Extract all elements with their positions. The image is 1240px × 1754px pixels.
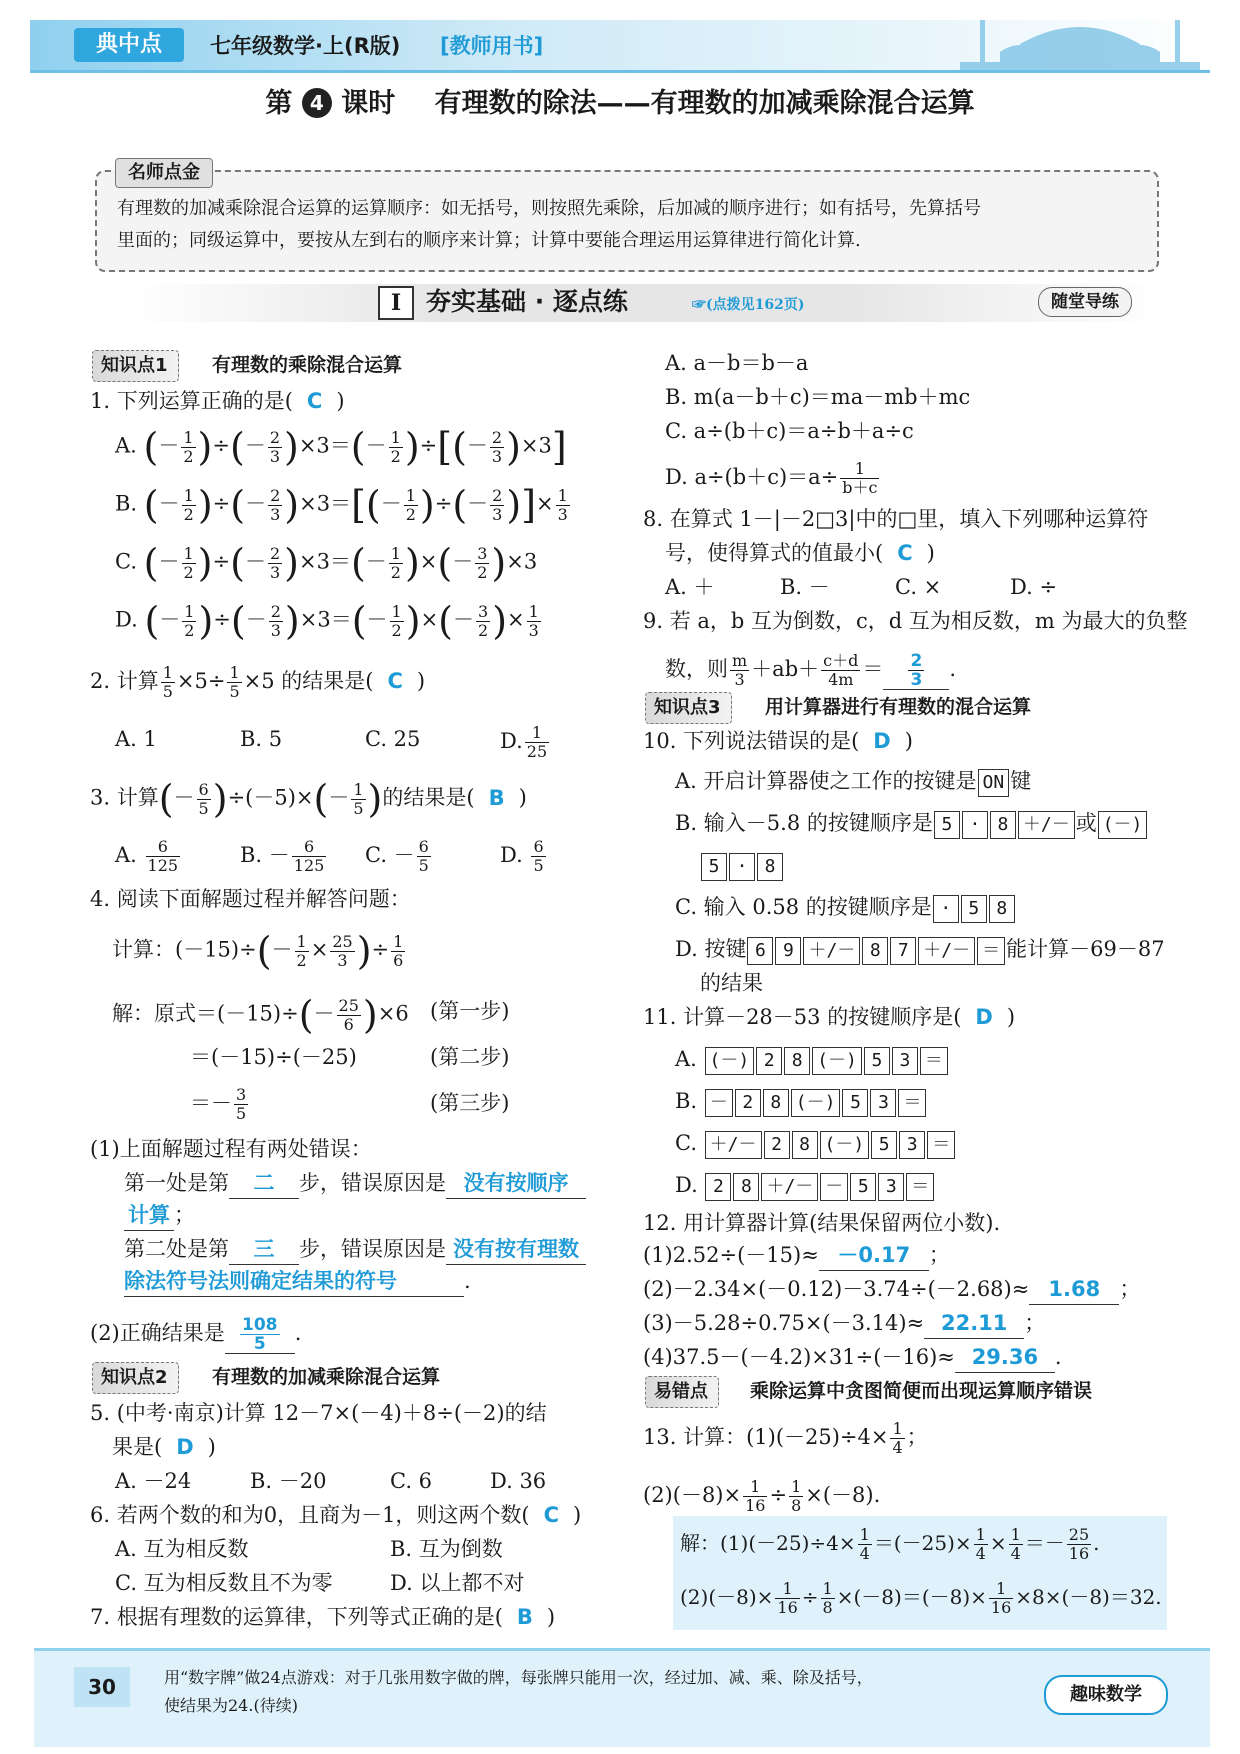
err-tag: 易错点 xyxy=(645,1376,719,1408)
q2-option-c[interactable]: C. 25 xyxy=(365,727,421,751)
q1-option-d[interactable]: D. (－ $\frac{1}{2}$ )÷(－ $\frac{2}{3}$ )×3＝(－ $\frac{1}{2}$ )×(－ $\frac{3}{2}$ )× $\frac{1}{3}$ xyxy=(115,599,539,643)
kp3-title: 用计算器进行有理数的混合运算 xyxy=(765,696,1032,718)
q6-option-a[interactable]: A. 互为相反数 xyxy=(115,1537,249,1561)
q9-stem-line1: 9. 若 a，b 互为倒数，c，d 互为相反数，m 为最大的负整 xyxy=(643,609,1188,633)
tip-label: 名师点金 xyxy=(115,158,213,188)
q7-option-c[interactable]: C. a÷(b＋c)＝a÷b＋a÷c xyxy=(665,419,914,443)
q8-stem-line1: 8. 在算式 1－|－2□3|中的□里，填入下列哪种运算符 xyxy=(643,507,1149,531)
q7-option-d[interactable]: D. a÷(b＋c)＝a÷ $\frac{1}{b+c}$ xyxy=(665,459,878,497)
err-title: 乘除运算中贪图简便而出现运算顺序错误 xyxy=(750,1380,1093,1402)
q10-option-b-cont[interactable]: 5 · 8 xyxy=(700,850,784,881)
q5-answer: D xyxy=(176,1435,194,1459)
kp2-tag: 知识点2 xyxy=(92,1362,179,1394)
tip-text-line1: 有理数的加减乘除混合运算的运算顺序：如无括号，则按照先乘除，后加减的顺序进行；如有括号，先算括号 xyxy=(117,198,981,219)
q3-option-a[interactable]: A. $\frac{6}{125}$ xyxy=(115,837,179,875)
q8-option-d[interactable]: D. ÷ xyxy=(1010,575,1058,599)
q4-solution-line2: ＝(－15)÷(－25) xyxy=(190,1045,357,1069)
q7-answer: B xyxy=(516,1605,533,1629)
q7-option-a[interactable]: A. a－b＝b－a xyxy=(665,351,809,375)
q4-solution-line1: 解：原式＝(－15)÷(－ $\frac{25}{6}$ )×6 xyxy=(112,993,409,1037)
q4-error1-reason[interactable]: 没有按顺序 xyxy=(446,1168,586,1199)
q4-part1: (1)上面解题过程有两处错误： xyxy=(90,1137,372,1161)
q4-solution-line3: ＝－ $\frac{3}{5}$ xyxy=(190,1085,247,1123)
q5-option-d[interactable]: D. 36 xyxy=(490,1469,547,1493)
q8-option-a[interactable]: A. ＋ xyxy=(665,575,715,599)
q10-option-c[interactable]: C. 输入 0.58 的按键顺序是 · 5 8 xyxy=(675,892,1016,923)
q4-error1: 第一处是第 二 步，错误原因是 没有按顺序 xyxy=(124,1168,586,1199)
q13-solution-line2: (2)(－8)× $\frac{1}{16}$ ÷ $\frac{1}{8}$ ×(－8)＝(－8)× $\frac{1}{16}$ ×8×(－8)＝32. xyxy=(680,1579,1162,1617)
q7-option-b[interactable]: B. m(a－b＋c)＝ma－mb＋mc xyxy=(665,385,971,409)
q12-item3: (3)－5.28÷0.75×(－3.14)≈ 22.11 ； xyxy=(643,1308,1045,1339)
tip-text-line2: 里面的；同级运算中，要按从左到右的顺序来计算；计算中要能合理运用运算律进行简化计算. xyxy=(117,230,861,251)
q10-option-d-cont: 的结果 xyxy=(700,971,763,995)
q2-option-a[interactable]: A. 1 xyxy=(115,727,157,751)
q12-stem: 12. 用计算器计算(结果保留两位小数). xyxy=(643,1211,1001,1235)
q6-answer: C xyxy=(543,1503,560,1527)
q8-stem-line2: 号，使得算式的值最小( C ) xyxy=(665,541,935,565)
q1-stem: 1. 下列运算正确的是( C ) xyxy=(90,389,345,413)
q11-option-c[interactable]: C. ＋/－ 2 8 (－) 5 3 ＝ xyxy=(675,1128,956,1159)
q3-stem: 3. 计算(－ $\frac{6}{5}$ )÷(－5)×(－ $\frac{1}{5}$ )的结果是( B ) xyxy=(90,777,527,821)
footer-text-line1: 用“数字牌”做24点游戏：对于几张用数字做的牌，每张牌只能用一次，经过加、减、乘、除及括号， xyxy=(164,1668,873,1687)
section-roman: Ⅰ xyxy=(378,286,414,320)
q8-option-c[interactable]: C. × xyxy=(895,575,942,599)
q6-option-c[interactable]: C. 互为相反数且不为零 xyxy=(115,1571,333,1595)
q13-part2: (2)(－8)× $\frac{1}{16}$ ÷ $\frac{1}{8}$ ×(－8). xyxy=(643,1477,881,1515)
q1-option-a[interactable]: A. (－ $\frac{1}{2}$ )÷(－ $\frac{2}{3}$ )×3＝(－ $\frac{1}{2}$ )÷[(－ $\frac{2}{3}$ )×3] xyxy=(115,425,567,469)
mosque-illustration xyxy=(960,14,1200,70)
q4-error2-reason[interactable]: 没有按有理数 xyxy=(446,1234,586,1265)
q5-option-b[interactable]: B. －20 xyxy=(250,1469,327,1493)
page-footer xyxy=(34,1648,1210,1747)
footer-text-line2: 使结果为24.(待续) xyxy=(164,1696,298,1715)
footer-badge: 趣味数学 xyxy=(1044,1675,1168,1715)
q1-option-b[interactable]: B. (－ $\frac{1}{2}$ )÷(－ $\frac{2}{3}$ )×3＝[(－ $\frac{1}{2}$ )÷(－ $\frac{2}{3}$ )]× $\frac{1}{3}$ xyxy=(115,483,568,527)
q2-stem: 2. 计算 $\frac{1}{5}$ ×5÷ $\frac{1}{5}$ ×5 的结果是( C ) xyxy=(90,663,426,701)
q4-error1-step[interactable]: 二 xyxy=(229,1168,299,1199)
q4-calc: 计算：(－15)÷(－ $\frac{1}{2}$ × $\frac{25}{3}$ )÷ $\frac{1}{6}$ xyxy=(112,929,404,973)
header-title: 七年级数学·上(R版) xyxy=(210,34,401,58)
q13-part1: 13. 计算：(1)(－25)÷4× $\frac{1}{4}$ ； xyxy=(643,1419,928,1457)
q10-stem: 10. 下列说法错误的是( D ) xyxy=(643,729,913,753)
q12-answer4[interactable]: 29.36 xyxy=(955,1342,1055,1373)
q9-answer-blank[interactable]: $\frac{2}{3}$ xyxy=(883,652,949,690)
q11-option-a[interactable]: A. (－) 2 8 (－) 5 3 ＝ xyxy=(675,1044,949,1075)
lesson-title: 第 4 课时 有理数的除法——有理数的加减乘除混合运算 xyxy=(265,88,975,119)
section-banner xyxy=(130,284,1160,322)
section-title: 夯实基础 · 逐点练 xyxy=(426,287,628,316)
q1-option-c[interactable]: C. (－ $\frac{1}{2}$ )÷(－ $\frac{2}{3}$ )×3＝(－ $\frac{1}{2}$ )×(－ $\frac{3}{2}$ )×3 xyxy=(115,541,538,585)
q5-stem-line2: 果是( D ) xyxy=(112,1435,216,1459)
q8-option-b[interactable]: B. － xyxy=(780,575,830,599)
page-number: 30 xyxy=(74,1667,130,1707)
q3-answer: B xyxy=(488,785,505,810)
q3-option-d[interactable]: D. $\frac{6}{5}$ xyxy=(500,837,544,875)
q4-step2-label: (第二步) xyxy=(430,1045,510,1069)
q5-option-c[interactable]: C. 6 xyxy=(390,1469,433,1493)
q12-answer3[interactable]: 22.11 xyxy=(924,1308,1024,1339)
q6-stem: 6. 若两个数的和为0，且商为－1，则这两个数( C ) xyxy=(90,1503,582,1527)
q2-answer: C xyxy=(387,669,403,693)
q10-option-a[interactable]: A. 开启计算器使之工作的按键是 ON 键 xyxy=(675,766,1031,797)
q4-result[interactable]: $\frac{108}{5}$ xyxy=(225,1316,295,1354)
section-ref: ☞(点拨见162页) xyxy=(692,297,805,313)
q11-option-b[interactable]: B. － 2 8 (－) 5 3 ＝ xyxy=(675,1086,927,1117)
q11-stem: 11. 计算－28－53 的按键顺序是( D ) xyxy=(643,1005,1016,1029)
q3-option-c[interactable]: C. － $\frac{6}{5}$ xyxy=(365,837,429,875)
q4-step3-label: (第三步) xyxy=(430,1091,510,1115)
q4-error2-reason-cont[interactable]: 除法符号法则确定结果的符号 . xyxy=(124,1266,471,1297)
q12-answer2[interactable]: 1.68 xyxy=(1029,1274,1119,1305)
q4-error2: 第二处是第 三 步，错误原因是 没有按有理数 xyxy=(124,1234,586,1265)
lesson-number-badge: 4 xyxy=(302,88,332,118)
page-header xyxy=(30,20,1210,73)
q1-answer: C xyxy=(306,389,323,413)
q9-stem-line2: 数，则 $\frac{m}{3}$ ＋ab＋ $\frac{c+d}{4m}$ ＝ $\frac{2}{3}$ . xyxy=(665,651,957,690)
q11-answer: D xyxy=(975,1005,993,1029)
q12-item4: (4)37.5－(－4.2)×31÷(－16)≈ 29.36 . xyxy=(643,1342,1062,1373)
header-badge: [教师用书] xyxy=(440,34,544,58)
q2-option-d[interactable]: D. $\frac{1}{25}$ xyxy=(500,723,548,761)
kp3-tag: 知识点3 xyxy=(645,692,732,724)
q10-option-b[interactable]: B. 输入－5.8 的按键顺序是 5 · 8 ＋/－ 或 (－) xyxy=(675,808,1148,839)
q5-stem-line1: 5. (中考·南京)计算 12－7×(－4)＋8÷(－2)的结 xyxy=(90,1401,547,1425)
q12-item1: (1)2.52÷(－15)≈ －0.17 ； xyxy=(643,1240,950,1271)
q12-item2: (2)－2.34×(－0.12)－3.74÷(－2.68)≈ 1.68 ； xyxy=(643,1274,1140,1305)
q8-answer: C xyxy=(897,541,913,565)
q4-step1-label: (第一步) xyxy=(430,999,510,1023)
header-logo: 典中点 xyxy=(74,28,184,62)
q12-answer1[interactable]: －0.17 xyxy=(819,1240,929,1271)
q11-option-d[interactable]: D. 2 8 ＋/－ － 5 3 ＝ xyxy=(675,1170,935,1201)
q2-option-b[interactable]: B. 5 xyxy=(240,727,283,751)
q3-option-b[interactable]: B. － $\frac{6}{125}$ xyxy=(240,837,325,875)
kp1-title: 有理数的乘除混合运算 xyxy=(212,354,403,376)
q6-option-d[interactable]: D. 以上都不对 xyxy=(390,1571,525,1595)
q10-answer: D xyxy=(873,729,891,753)
q10-option-d[interactable]: D. 按键 6 9 ＋/－ 8 7 ＋/－ ＝ 能计算－69－87 xyxy=(675,934,1165,965)
q4-error1-reason-cont[interactable]: 计算 ； xyxy=(124,1200,195,1231)
q4-part2: (2)正确结果是 $\frac{108}{5}$ . xyxy=(90,1315,302,1354)
q4-error2-step[interactable]: 三 xyxy=(229,1234,299,1265)
tip-box xyxy=(95,162,1159,272)
q7-stem: 7. 根据有理数的运算律，下列等式正确的是( B ) xyxy=(90,1605,556,1629)
section-tag: 随堂导练 xyxy=(1038,287,1132,317)
kp2-title: 有理数的加减乘除混合运算 xyxy=(212,1366,441,1388)
q13-solution-line1: 解：(1)(－25)÷4× $\frac{1}{4}$ ＝(－25)× $\frac{1}{4}$ × $\frac{1}{4}$ ＝－ $\frac{25}{16}$ . xyxy=(680,1525,1100,1563)
kp1-tag: 知识点1 xyxy=(92,350,179,382)
q6-option-b[interactable]: B. 互为倒数 xyxy=(390,1537,503,1561)
q4-stem: 4. 阅读下面解题过程并解答问题： xyxy=(90,887,411,911)
q5-option-a[interactable]: A. －24 xyxy=(115,1469,192,1493)
